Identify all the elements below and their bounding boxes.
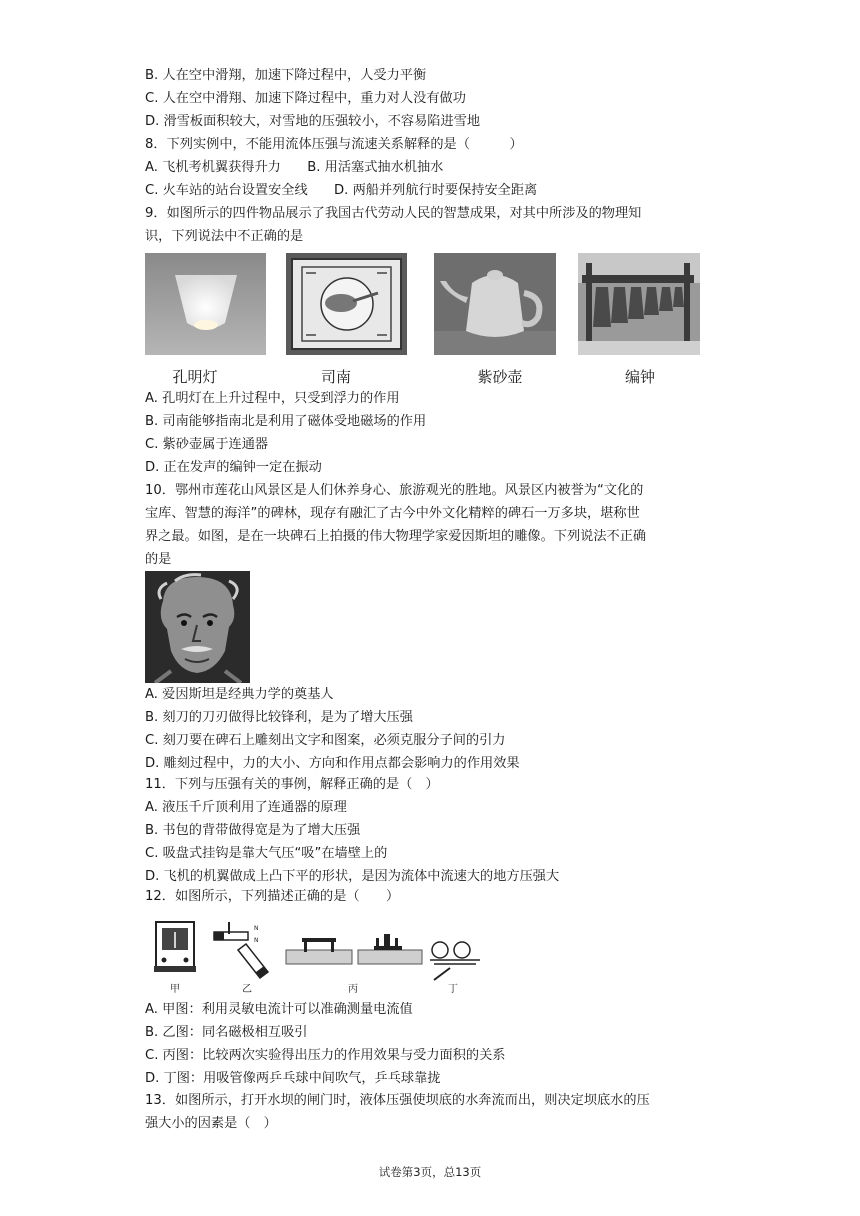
q11-option-b: B. 书包的背带做得宽是为了增大压强 [145, 823, 361, 838]
q10-stem-line1: 10．鄂州市莲花山风景区是人们休养身心、旅游观光的胜地。风景区内被誉为“文化的 [145, 483, 644, 498]
q10-option-d: D. 雕刻过程中，力的大小、方向和作用点都会影响力的作用效果 [145, 756, 520, 771]
q13-stem-line2: 强大小的因素是（ ） [145, 1116, 277, 1131]
caption-chime-bells: 编钟 [624, 368, 655, 386]
q11-option-c: C. 吸盘式挂钩是靠大气压“吸”在墙壁上的 [145, 846, 388, 861]
q8-options-ab: A. 飞机考机翼获得升力 B. 用活塞式抽水机抽水 [145, 160, 444, 175]
q12-option-d: D. 丁图：用吸管像两乒乓球中间吹气，乒乓球靠拢 [145, 1071, 441, 1086]
q11-stem: 11．下列与压强有关的事例，解释正确的是（ ） [145, 777, 439, 792]
kongming-lantern-photo [145, 253, 266, 355]
q10-stem-line3: 界之最。如图，是在一块碑石上拍摄的伟大物理学家爱因斯坦的雕像。下列说法不正确 [145, 529, 647, 544]
q13-stem-line1: 13．如图所示，打开水坝的闸门时，液体压强使坝底的水奔流而出，则决定坝底水的压 [145, 1093, 650, 1108]
label-yi: 乙 [242, 984, 252, 995]
magnet-pole-label-2: N [254, 937, 259, 944]
bar-magnets-icon [214, 922, 268, 978]
purple-clay-teapot-photo [434, 253, 556, 355]
q9-option-d: D. 正在发声的编钟一定在振动 [145, 460, 322, 475]
q7-option-c: C. 人在空中滑翔、加速下降过程中，重力对人没有做功 [145, 91, 466, 106]
q11-option-d: D. 飞机的机翼做成上凸下平的形状，是因为流体中流速大的地方压强大 [145, 869, 560, 884]
label-ding: 丁 [448, 984, 458, 995]
ping-pong-balls-icon [430, 942, 480, 980]
q9-option-b: B. 司南能够指南北是利用了磁体受地磁场的作用 [145, 414, 427, 429]
q9-stem-line2: 识，下列说法中不正确的是 [145, 229, 304, 244]
q9-option-a: A. 孔明灯在上升过程中，只受到浮力的作用 [145, 391, 400, 406]
q12-stem: 12．如图所示，下列描述正确的是（ ） [145, 889, 400, 904]
q11-option-a: A. 液压千斤顶利用了连通器的原理 [145, 800, 347, 815]
q8-options-cd: C. 火车站的站台设置安全线 D. 两船并列航行时要保持安全距离 [145, 183, 538, 198]
q7-option-d: D. 滑雪板面积较大，对雪地的压强较小，不容易陷进雪地 [145, 114, 481, 129]
pressure-setup-icon [286, 934, 422, 964]
q12-option-b: B. 乙图：同名磁极相互吸引 [145, 1025, 308, 1040]
caption-teapot: 紫砂壶 [477, 368, 523, 386]
q10-option-b: B. 刻刀的刀刃做得比较锋利，是为了增大压强 [145, 710, 413, 725]
q10-option-a: A. 爱因斯坦是经典力学的奠基人 [145, 687, 334, 702]
q10-stem-line4: 的是 [145, 552, 172, 567]
q10-stem-line2: 宝库、智慧的海洋”的碑林，现存有融汇了古今中外文化精粹的碑石一万多块，堪称世 [145, 506, 640, 521]
q12-option-a: A. 甲图：利用灵敏电流计可以准确测量电流值 [145, 1002, 413, 1017]
einstein-carving-photo [145, 571, 250, 683]
q12-option-c: C. 丙图：比较两次实验得出压力的作用效果与受力面积的关系 [145, 1048, 506, 1063]
q8-stem: 8．下列实例中，不能用流体压强与流速关系解释的是（ ） [145, 137, 523, 152]
magnet-pole-label-1: N [254, 925, 259, 932]
sinan-compass-photo [286, 253, 407, 355]
page-footer: 试卷第3页，总13页 [378, 1165, 482, 1179]
caption-kongming-lantern: 孔明灯 [172, 368, 218, 386]
label-jia: 甲 [170, 984, 180, 995]
q9-option-c: C. 紫砂壶属于连通器 [145, 437, 269, 452]
caption-sinan: 司南 [320, 368, 351, 386]
q9-stem-line1: 9．如图所示的四件物品展示了我国古代劳动人民的智慧成果，对其中所涉及的物理知 [145, 206, 642, 221]
q7-option-b: B. 人在空中滑翔，加速下降过程中，人受力平衡 [145, 68, 427, 83]
q10-option-c: C. 刻刀要在碑石上雕刻出文字和图案，必须克服分子间的引力 [145, 733, 506, 748]
chime-bells-photo [578, 253, 700, 355]
galvanometer-icon [154, 922, 196, 972]
q12-figure-strip [150, 918, 495, 998]
label-bing: 丙 [348, 984, 358, 995]
